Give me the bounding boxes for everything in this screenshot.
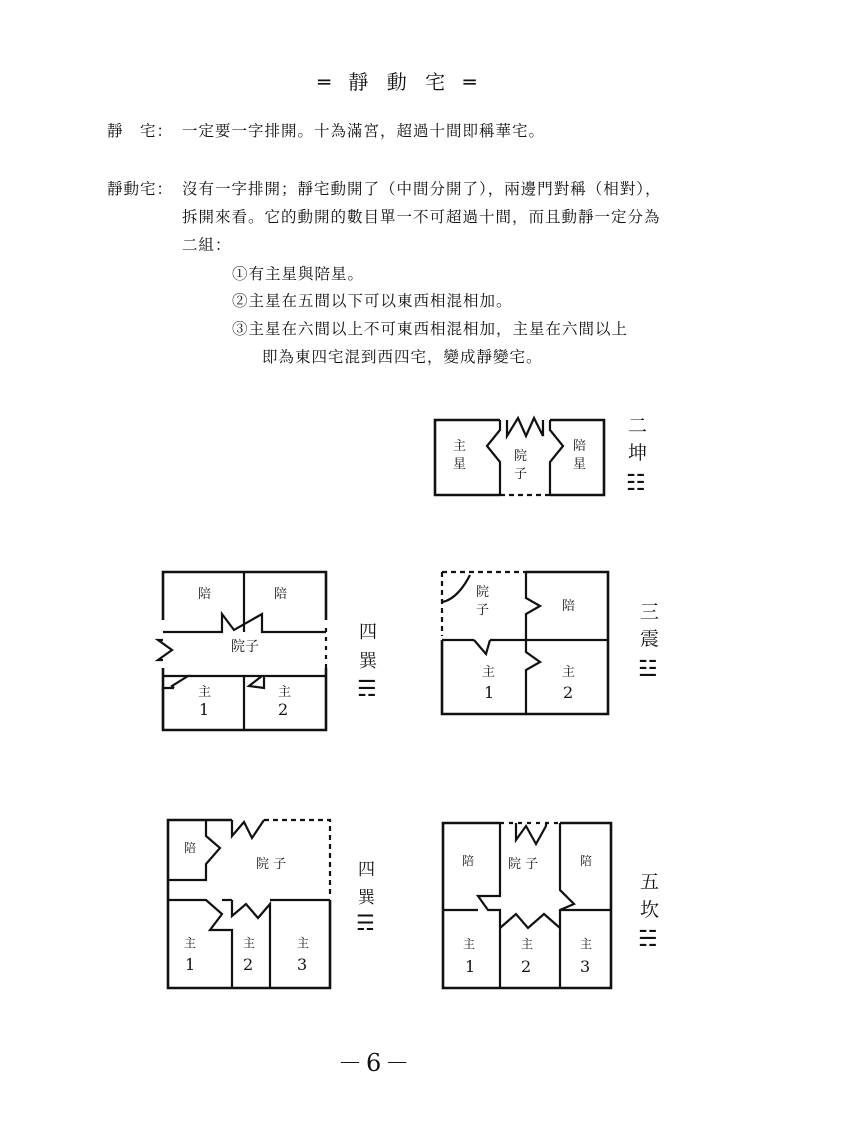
zhen-yuan-2: 子 <box>476 603 490 618</box>
xun-a-label-1: 四 <box>359 622 377 643</box>
kan-zhu-a: 主 <box>463 937 476 951</box>
kun-yuan-1: 院 <box>514 449 528 464</box>
xun-b-trigram: ☴ <box>356 911 375 935</box>
jing-zhai-term: 靜 宅： <box>107 122 174 140</box>
zhen-label-2: 震 <box>640 628 660 650</box>
page-title: ═ 靜 動 宅 ═ <box>318 70 482 94</box>
xun-b-num-c: 3 <box>297 955 308 974</box>
xun-b-zhu-a: 主 <box>184 936 197 950</box>
xun-a-trigram: ☴ <box>357 677 377 702</box>
kun-trigram: ☷ <box>626 471 646 496</box>
xun-b-pei: 陪 <box>184 841 197 855</box>
kun-zhu-2: 星 <box>453 457 467 472</box>
rule-2: ②主星在五間以下可以東西相混相加。 <box>232 292 513 310</box>
page-number: －6－ <box>338 1049 414 1077</box>
rule-1: ①有主星與陪星。 <box>232 265 365 283</box>
jing-dong-zhai-line-2: 拆開來看。它的動開的數目單一不可超過十間，而且動靜一定分為 <box>182 208 661 226</box>
xun-b-zhu-c: 主 <box>297 936 310 950</box>
jing-zhai-text: 一定要一字排開。十為滿宮，超過十間即稱華宅。 <box>182 122 546 140</box>
kan-num-c: 3 <box>580 957 591 976</box>
kan-pei-b: 陪 <box>580 854 593 868</box>
xun-a-zhu-b: 主 <box>278 685 292 700</box>
zhen-zhu-a: 主 <box>482 665 496 680</box>
xun-a-yuanzi: 院子 <box>231 639 259 655</box>
zhen-label-1: 三 <box>640 601 660 623</box>
plan-zhen <box>442 572 608 714</box>
xun-a-zhu-a: 主 <box>198 685 212 700</box>
xun-b-yuanzi: 院 子 <box>256 857 287 872</box>
kan-label-2: 坎 <box>640 899 660 921</box>
xun-a-num-b: 2 <box>278 700 289 719</box>
kan-label-1: 五 <box>640 871 660 893</box>
zhen-zhu-b: 主 <box>562 665 576 680</box>
zhen-yuan-1: 院 <box>476 585 490 600</box>
kan-num-b: 2 <box>521 957 532 976</box>
xun-b-label-2: 巽 <box>358 888 375 908</box>
kun-label-2: 坤 <box>628 442 648 464</box>
kun-zhu-1: 主 <box>453 439 467 454</box>
kan-pei-a: 陪 <box>462 854 475 868</box>
kun-yuan-2: 子 <box>514 467 528 482</box>
xun-b-zhu-b: 主 <box>243 936 256 950</box>
xun-b-num-b: 2 <box>243 955 254 974</box>
xun-b-label-1: 四 <box>358 860 375 880</box>
jing-dong-zhai-term: 靜動宅： <box>107 180 174 198</box>
zhen-trigram: ☳ <box>638 657 658 682</box>
rule-3: ③主星在六間以上不可東西相混相加，主星在六間以上 <box>232 320 629 338</box>
zhen-pei: 陪 <box>562 599 576 614</box>
jing-dong-zhai-line-3: 二組： <box>182 236 232 254</box>
kan-trigram: ☵ <box>638 927 658 952</box>
rule-3-continued: 即為東四宅混到西四宅，變成靜變宅。 <box>262 348 543 366</box>
zhen-num-b: 2 <box>563 683 574 702</box>
jing-dong-zhai-line-1: 沒有一字排開；靜宅動開了（中間分開了），兩邊門對稱（相對）， <box>182 180 662 198</box>
zhen-num-a: 1 <box>484 683 495 702</box>
kan-num-a: 1 <box>465 957 476 976</box>
kun-pei-1: 陪 <box>573 439 587 454</box>
xun-a-num-a: 1 <box>199 700 210 719</box>
xun-a-label-2: 巽 <box>359 651 377 672</box>
kan-yuanzi: 院 子 <box>508 857 539 872</box>
xun-a-pei-b: 陪 <box>274 587 288 602</box>
kun-pei-2: 星 <box>573 457 587 472</box>
kan-zhu-c: 主 <box>580 937 593 951</box>
kan-zhu-b: 主 <box>521 937 534 951</box>
xun-b-num-a: 1 <box>185 955 196 974</box>
xun-a-pei-a: 陪 <box>198 587 212 602</box>
kun-label-1: 二 <box>628 415 648 437</box>
